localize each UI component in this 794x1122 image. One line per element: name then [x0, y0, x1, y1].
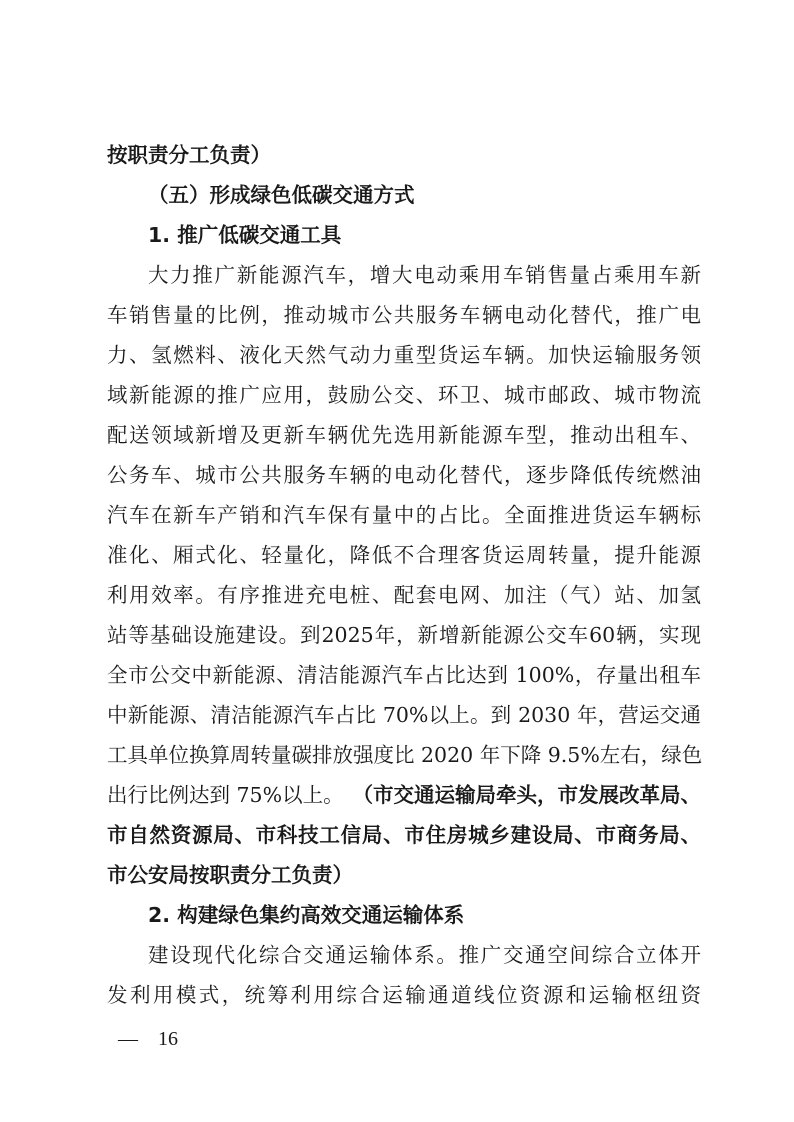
- paragraph-line: 车销售量的比例，推动城市公共服务车辆电动化替代，推广电: [107, 303, 701, 327]
- paragraph-line: 公务车、城市公共服务车辆的电动化替代，逐步降低传统燃油: [107, 463, 701, 487]
- paragraph-line: 配送领域新增及更新车辆优先选用新能源车型，推动出租车、: [107, 423, 701, 447]
- page-number: — 16: [118, 1028, 178, 1050]
- section-heading: （五）形成绿色低碳交通方式: [148, 183, 415, 207]
- paragraph-line: 大力推广新能源汽车，增大电动乘用车销售量占乘用车新: [148, 263, 701, 287]
- paragraph-line: 站等基础设施建设。到2025年，新增新能源公交车60辆，实现: [107, 623, 701, 647]
- paragraph-line: 汽车在新车产销和汽车保有量中的占比。全面推进货运车辆标: [107, 503, 701, 527]
- document-body: [107, 135, 701, 1015]
- paragraph-text: 出行比例达到 75%以上。: [107, 783, 344, 807]
- paragraph-line-mixed: [107, 775, 701, 815]
- subsection-heading: 2. 构建绿色集约高效交通运输体系: [148, 903, 465, 927]
- paragraph-line: 全市公交中新能源、清洁能源汽车占比达到 100%，存量出租车: [107, 663, 701, 687]
- responsibility-note: 按职责分工负责）: [107, 143, 271, 167]
- paragraph-line: 准化、厢式化、轻量化，降低不合理客货运周转量，提升能源: [107, 543, 701, 567]
- responsibility-note: （市交通运输局牵头，市发展改革局、: [352, 783, 701, 807]
- paragraph-line: 域新能源的推广应用，鼓励公交、环卫、城市邮政、城市物流: [107, 383, 701, 407]
- paragraph-line: 中新能源、清洁能源汽车占比 70%以上。到 2030 年，营运交通: [107, 703, 701, 727]
- paragraph-line: 利用效率。有序推进充电桩、配套电网、加注（气）站、加氢: [107, 583, 701, 607]
- paragraph-line: 建设现代化综合交通运输体系。推广交通空间综合立体开: [148, 943, 701, 967]
- paragraph-line: 发利用模式，统筹利用综合运输通道线位资源和运输枢纽资: [107, 983, 701, 1007]
- responsibility-note: 市自然资源局、市科技工信局、市住房城乡建设局、市商务局、: [107, 823, 701, 847]
- paragraph-line: 工具单位换算周转量碳排放强度比 2020 年下降 9.5%左右，绿色: [107, 743, 703, 767]
- subsection-heading: 1. 推广低碳交通工具: [148, 223, 342, 247]
- paragraph-line: 力、氢燃料、液化天然气动力重型货运车辆。加快运输服务领: [107, 343, 701, 367]
- responsibility-note: 市公安局按职责分工负责）: [107, 863, 353, 887]
